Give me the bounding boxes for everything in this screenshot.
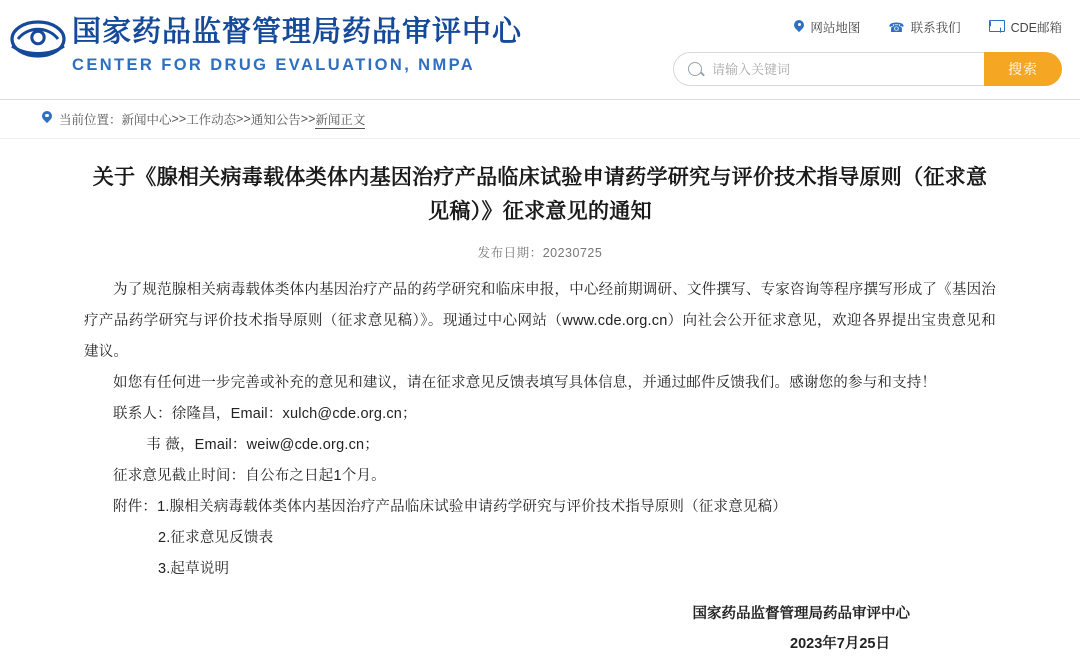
header-right [662, 0, 1062, 86]
breadcrumb-prefix: 当前位置： [59, 113, 122, 127]
site-title-block [72, 12, 522, 77]
quicklink-sitemap-label: 网站地图 [810, 21, 861, 35]
site-header [0, 0, 1080, 100]
article-paragraph-2: 如您有任何进一步完善或补充的意见和建议，请在征求意见反馈表填写具体信息，并通过邮件反馈我们。感谢您的参与和支持！ [113, 375, 937, 391]
cde-logo-icon [10, 16, 66, 62]
breadcrumb [0, 100, 1080, 139]
quicklink-sitemap[interactable] [794, 18, 860, 36]
search-button[interactable]: 搜索 [984, 52, 1062, 86]
signature-org: 国家药品监督管理局药品审评中心 [692, 606, 910, 622]
map-pin-icon [794, 20, 804, 35]
article-attachment-2[interactable]: 2.征求意见反馈表 [157, 530, 274, 546]
site-title-en: CENTER FOR DRUG EVALUATION, NMPA [72, 56, 476, 74]
breadcrumb-item-current: 新闻正文 [315, 110, 365, 129]
search-input[interactable] [710, 61, 984, 78]
breadcrumb-sep-3: >> [300, 112, 316, 126]
quicklinks [662, 18, 1062, 36]
article-body [84, 275, 996, 585]
breadcrumb-sep-1: >> [171, 112, 187, 126]
article-contact-2: 韦 薇，Email：weiw@cde.org.cn； [146, 437, 379, 453]
quicklink-contact-label: 联系我们 [910, 21, 961, 35]
page-title: 关于《腺相关病毒载体类体内基因治疗产品临床试验申请药学研究与评价技术指导原则（征求意见稿）》征求意见的通知 [92, 166, 988, 223]
article-contact-1: 联系人：徐隆昌，Email：xulch@cde.org.cn； [113, 406, 417, 422]
publish-date-value: 20230725 [542, 246, 603, 260]
breadcrumb-item-announcements[interactable]: 通知公告 [250, 113, 301, 127]
cde-logo[interactable] [8, 16, 68, 62]
site-title-cn: 国家药品监督管理局药品审评中心 [72, 16, 523, 48]
signature-date: 2023年7月25日 [790, 636, 890, 652]
article-paragraph-1: 为了规范腺相关病毒载体类体内基因治疗产品的药学研究和临床申报，中心经前期调研、文件撰写、专家咨询等程序撰写形成了《基因治疗产品药学研究与评价技术指导原则（征求意见稿）》。现通过中心网站（www.cde.org.cn）向社会公开征求意见，欢迎各界提出宝贵意见和建议。 [84, 282, 996, 360]
article-attachment-3[interactable]: 3.起草说明 [157, 561, 230, 577]
search-bar [662, 52, 1062, 86]
article [0, 139, 1080, 659]
location-pin-icon [42, 111, 52, 127]
breadcrumb-item-news-center[interactable]: 新闻中心 [121, 113, 172, 127]
publish-date [84, 243, 996, 261]
quicklink-email-label: CDE邮箱 [1010, 21, 1062, 35]
breadcrumb-sep-2: >> [236, 112, 251, 126]
article-deadline: 征求意见截止时间：自公布之日起1个月。 [113, 468, 386, 484]
phone-icon: ☎ [888, 19, 905, 35]
quicklink-email[interactable] [989, 18, 1062, 36]
article-signature [84, 599, 996, 659]
search-input-wrap[interactable] [673, 52, 984, 86]
publish-date-label: 发布日期： [477, 246, 543, 260]
article-attachment-1[interactable]: 附件：1.腺相关病毒载体类体内基因治疗产品临床试验申请药学研究与评价技术指导原则（征求意见稿） [113, 499, 787, 515]
breadcrumb-item-work-updates[interactable]: 工作动态 [186, 113, 237, 127]
mail-icon [989, 20, 1005, 34]
quicklink-contact[interactable] [888, 18, 960, 36]
search-icon [688, 62, 702, 76]
